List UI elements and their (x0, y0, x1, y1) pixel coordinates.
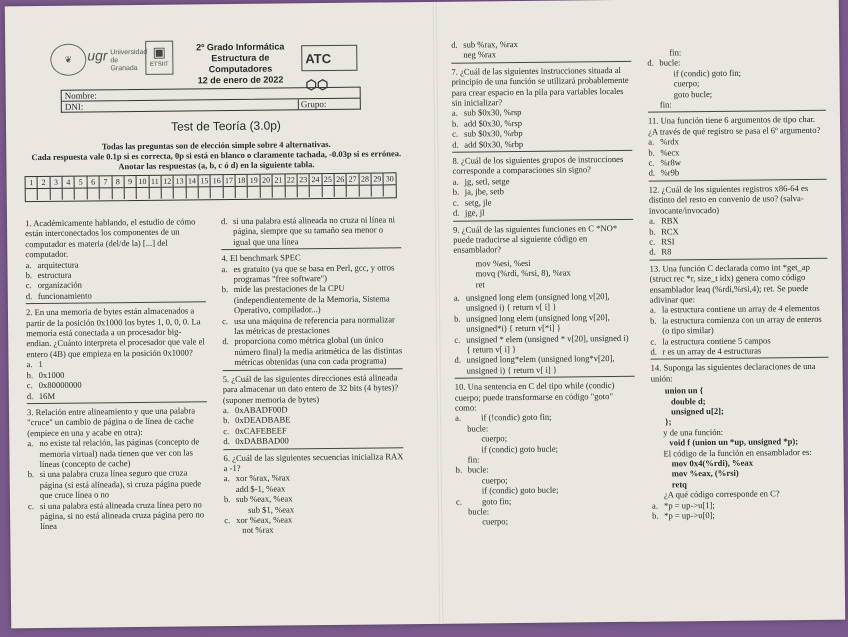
question-14-asm (652, 457, 830, 490)
option-key: a. (649, 304, 657, 315)
answer-option[interactable] (222, 335, 402, 368)
option-text: la estructura comienza con un array de enteros (o tipo similar) (662, 313, 822, 336)
option-key: c. (648, 157, 655, 168)
option-key: a. (223, 473, 230, 484)
divider (223, 447, 403, 450)
option-key: a. (648, 136, 655, 147)
code-line: double d; (670, 395, 706, 407)
instructions (26, 138, 406, 172)
answer-cell[interactable] (285, 186, 297, 197)
option-10c[interactable] (456, 494, 636, 527)
question-5: 5. ¿Cuál de las siguientes direcciones está alineada para almacenar un dato entero de 32 bits (4 bytes)? (suponer memoria de bytes) (222, 371, 399, 405)
divider (221, 247, 401, 250)
option-text: *p = up->u[0]; (664, 510, 715, 521)
answer-option[interactable] (648, 166, 826, 178)
course-name: Estructura de Computadores (208, 52, 273, 75)
option-text: unsigned long elem (unsigned long v[20], unsigned i) { return v[ i] } (465, 291, 610, 313)
option-text: si una palabra está alineada cruza línea pero no página, si no está alineada cruza página pero no línea (39, 498, 205, 532)
code-line: }; (665, 416, 672, 427)
answer-grid-number: 3 (50, 177, 62, 188)
answer-option[interactable] (650, 314, 828, 337)
divider (451, 61, 631, 64)
divider (649, 258, 827, 261)
option-key: c. (224, 515, 231, 526)
question-1: 1. Académicamente hablando, el estudio de cómo están interconectados los componentes de un computador es materia (del/de la) [...] del computador. (24, 216, 196, 260)
option-text: sub %rax, %rax (463, 39, 518, 50)
answer-grid-number: 11 (149, 176, 161, 187)
option-text: add $0x30, %rsp (463, 117, 523, 129)
option-key: d. (454, 355, 461, 366)
answer-grid-number: 24 (310, 174, 322, 185)
option-key: d. (451, 39, 458, 50)
answer-grid[interactable] (25, 172, 397, 202)
option-key: d. (648, 168, 656, 179)
option-text: 1 (38, 359, 43, 370)
option-key: c. (454, 334, 461, 345)
answer-grid-number: 10 (137, 176, 149, 187)
option-key: b. (223, 415, 230, 426)
option-text: arquitectura (37, 259, 79, 270)
answer-grid-number: 14 (186, 175, 198, 186)
answer-cell[interactable] (372, 185, 384, 196)
option-key: d. (647, 57, 654, 69)
answer-grid-number: 23 (297, 174, 309, 185)
answer-cell[interactable] (162, 188, 174, 199)
option-key: a. (27, 438, 34, 449)
answer-grid-number: 17 (223, 175, 235, 186)
option-key: a. (451, 108, 458, 119)
instruction-line: Cada respuesta vale 0.1p si es correcta, 0p si está en blanco o claramente tachada, -0.03p si es errónea. (31, 148, 402, 163)
option-text: setg, jle (464, 196, 492, 208)
code-line: union un { (664, 385, 704, 396)
option-key: b. (650, 315, 657, 326)
option-key: c. (27, 500, 35, 511)
answer-cell[interactable] (63, 189, 75, 200)
option-key: c. (649, 236, 656, 247)
option-key: d. (649, 246, 656, 257)
answer-cell[interactable] (100, 188, 112, 199)
answer-grid-number: 4 (63, 177, 75, 188)
etsiit-label: ETSIIT (150, 61, 169, 68)
answer-cell[interactable] (248, 187, 260, 198)
question-9: 9. ¿Cuál de las siguientes funciones en C *NO* puede traducirse al siguiente código en ensamblador? (453, 222, 618, 256)
nombre-label: Nombre: (64, 90, 97, 101)
answer-grid-number: 28 (359, 174, 371, 185)
option-10a[interactable] (455, 411, 636, 465)
option-text: 0x80000000 (38, 379, 82, 391)
divider (452, 150, 632, 153)
option-text: *p = up->u[1]; (663, 499, 715, 511)
option-key: a. (648, 215, 656, 226)
answer-grid-number: 1 (26, 177, 38, 188)
option-text: jge, jl (464, 207, 485, 218)
option-key: a. (26, 359, 33, 370)
option-key: d. (452, 139, 459, 150)
answer-cell[interactable] (260, 187, 272, 198)
answer-option[interactable] (454, 312, 634, 335)
answer-cell[interactable] (273, 186, 285, 197)
option-text: mide las prestaciones de la CPU (independientemente de la Memoria, Sistema Operativo, compilador...) (233, 283, 390, 316)
answer-cell[interactable] (38, 189, 50, 200)
option-key: a. (25, 259, 32, 270)
option-key: b. (26, 369, 34, 380)
option-key: b. (455, 465, 463, 476)
instruction-line: Todas las preguntas son de elección simple sobre 4 alternativas. (101, 138, 331, 152)
option-text: xor %eax, %eax (236, 514, 293, 525)
option-text: unsigned * elem (unsigned * v[20], unsigned i) { return v[ i] } (466, 332, 629, 355)
question-14-text: ¿A qué código corresponde en C? (663, 488, 780, 500)
question-7: 7. ¿Cuál de las siguientes instrucciones situada al principio de una función se utilizará probablemente para crear espacio en la pila para variables locales sin inicializar? (451, 64, 629, 108)
left-page (5, 2, 441, 628)
answer-grid-number: 26 (335, 174, 347, 185)
right-page (437, 0, 845, 624)
answer-cell[interactable] (359, 186, 371, 197)
course-header (185, 41, 295, 86)
code-line: retq (671, 479, 687, 490)
answer-grid-number: 22 (285, 174, 297, 185)
answer-cell[interactable] (174, 187, 186, 198)
option-text: 0xABADF00D (234, 404, 288, 415)
option-text: ja, jbe, setb (464, 186, 504, 197)
option-text: xor %rax, %rax (235, 472, 290, 484)
etsiit-logo-icon: ▣ ETSIIT (145, 41, 173, 75)
option-text: usa una máquina de referencia para normalizar las métricas de prestaciones (234, 313, 395, 337)
dni-label: DNI: (64, 101, 84, 112)
answer-grid-number: 9 (124, 176, 136, 187)
answer-grid-number: 2 (38, 177, 50, 188)
code-line: cuerpo; (482, 516, 509, 527)
question-14-text: y de una función: (663, 426, 724, 438)
answer-option[interactable] (453, 206, 633, 218)
code-line: bucle: (467, 423, 489, 434)
answer-cell[interactable] (211, 187, 223, 198)
answer-grid-number: 27 (347, 174, 359, 185)
ugr-logo-text: ugr (87, 47, 108, 64)
option-text: sub %eax, %eax (235, 493, 293, 505)
option-text: sub $0x30, %rsp (463, 107, 522, 119)
column-3 (451, 38, 636, 528)
answer-option[interactable] (223, 434, 403, 446)
option-key: b. (25, 270, 33, 281)
function-declaration: void f (union un *up, unsigned *p); (669, 436, 799, 448)
option-text: si una palabra está alineada no cruza ni línea ni página, siempre que su tamaño sea menor o igual que una línea (232, 214, 396, 247)
option-key: b. (452, 186, 460, 197)
answer-option[interactable] (27, 389, 207, 401)
answer-cell[interactable] (186, 187, 198, 198)
answer-option[interactable] (222, 314, 402, 337)
question-2: 2. En una memoria de bytes están almacenados a partir de la posición 0x1000 los bytes 1, 0, 0, 0. La memoria está conectada a un procesador big-endian. ¿Cuánto interpreta el procesador que vale el entero (4B) que empieza en la posición 0x1000? (25, 305, 205, 360)
question-3: 3. Relación entre alineamiento y que una palabra "cruce" un cambio de página o de línea de cache (empiece en una y acabe en otra): (26, 405, 196, 438)
code-line: if (!condic) goto fin; (481, 412, 552, 423)
option-text: jg, setl, setge (464, 175, 510, 187)
answer-cell[interactable] (87, 188, 99, 199)
answer-cell[interactable] (310, 186, 322, 197)
option-text: unsigned long*elem (unsigned long*v[20], unsigned i) { return v[ i] } (466, 353, 615, 376)
answer-grid-number: 15 (199, 175, 211, 186)
divider (649, 179, 827, 182)
option-key: d. (650, 346, 657, 357)
grupo-label: Grupo: (300, 99, 327, 110)
answer-grid-number: 6 (87, 176, 99, 187)
code-line: goto bucle; (673, 88, 713, 100)
answer-cell[interactable] (223, 187, 235, 198)
atc-logo-icon: ATC ⬡⬡ (301, 45, 357, 72)
option-text: proporciona como métrica global (un único número final) la media aritmética de las distintas métricas obtenidas (una con cada programa) (234, 334, 403, 368)
question-10: 10. Una sentencia en C del tipo while (condic) cuerpo; puede transformarse en código "goto" como: (454, 380, 615, 413)
option-key: a. (651, 500, 659, 511)
option-key: a. (221, 263, 228, 274)
answer-option[interactable] (650, 345, 828, 357)
option-key: c. (222, 315, 229, 326)
option-text: 0xCAFEBEEF (235, 425, 287, 436)
answer-cell[interactable] (149, 188, 161, 199)
answer-grid-number: 7 (100, 176, 112, 187)
answer-grid-number: 30 (385, 174, 394, 184)
option-key: a. (222, 404, 230, 416)
answer-option[interactable] (454, 332, 634, 355)
answer-cell[interactable] (322, 186, 334, 197)
option-text: RBX (660, 215, 679, 226)
answer-cell[interactable] (335, 186, 347, 197)
option-key: c. (650, 336, 657, 347)
divider (26, 302, 206, 305)
option-text: R8 (661, 246, 672, 257)
code-line: bucle: (659, 57, 681, 68)
option-text: 16M (38, 390, 56, 401)
code-line: fin: (467, 454, 480, 465)
course-degree: 2º Grado Informática (195, 41, 285, 53)
option-text: la estructura contiene 5 campos (662, 334, 771, 347)
option-key: b. (454, 313, 461, 324)
option-text: 0xDEADBABE (235, 414, 291, 426)
question-14-text: El código de la función en ensamblador es: (663, 446, 812, 459)
option-key: c. (452, 128, 459, 139)
option-key: b. (451, 118, 459, 129)
university-name: Universidad de Granada (110, 48, 148, 73)
option-key: c. (26, 380, 33, 391)
answer-option[interactable] (28, 468, 208, 501)
atc-logo-text: ATC (305, 50, 332, 67)
exam-paper (5, 0, 845, 628)
divider (453, 218, 633, 221)
answer-option[interactable] (652, 509, 830, 521)
code-line: if (condic) goto fin; (673, 67, 742, 79)
answer-cell[interactable] (384, 185, 395, 196)
option-key: a. (455, 413, 462, 424)
option-key: c. (25, 280, 32, 291)
column-1 (25, 216, 208, 532)
question-14: 14. Suponga las siguientes declaraciones de una unión: (650, 361, 816, 384)
option-key: b. (27, 469, 35, 480)
answer-option[interactable] (452, 137, 632, 149)
option-text: r es un array de 4 estructuras (662, 345, 762, 357)
answer-cell[interactable] (199, 187, 211, 198)
code-line: fin: (659, 99, 672, 110)
code-line: if (condic) goto bucle; (481, 484, 559, 496)
code-line: movq (%rdi, %rsi, 8), %rax (475, 267, 571, 279)
option-text-line: not %rax (242, 524, 274, 536)
option-text: RSI (661, 236, 675, 247)
answer-grid-number: 21 (273, 174, 285, 185)
question-12: 12. ¿Cuál de los siguientes registros x86-64 es distinto del resto en convenio de uso? (salva-invocante/invocado) (648, 182, 809, 216)
answer-grid-number: 19 (248, 175, 260, 186)
option-text: %r8w (660, 157, 682, 168)
answer-option[interactable] (27, 436, 207, 469)
code-line: mov %eax, (%rsi) (671, 468, 739, 479)
option-text: %rdx (660, 136, 679, 147)
university-seal-icon: ❦ (50, 44, 86, 76)
answer-option[interactable] (26, 289, 206, 301)
answer-option[interactable] (222, 283, 402, 316)
answer-grid-number: 16 (211, 175, 223, 186)
code-line: cuerpo; (673, 78, 700, 89)
answer-cell[interactable] (298, 186, 310, 197)
option-text: 0xDABBAD00 (235, 435, 289, 447)
option-text: RCX (661, 225, 679, 237)
option-key: d. (25, 290, 33, 302)
code-line: fin: (669, 47, 682, 58)
answer-cell[interactable] (125, 188, 137, 199)
answer-grid-number: 25 (322, 174, 334, 185)
code-line: mov 0x4(%rdi), %eax (671, 457, 754, 469)
option-10b[interactable] (456, 463, 636, 496)
divider (455, 376, 635, 379)
answer-option[interactable] (649, 245, 827, 257)
option-text: no existe tal relación, las páginas (concepto de memoria virtual) nada tienen que ver con las líneas (concepto de cache) (39, 436, 200, 469)
column-4 (647, 46, 830, 521)
code-line: cuerpo; (481, 433, 508, 444)
divider (648, 110, 826, 113)
answer-cell[interactable] (347, 186, 359, 197)
question-8: 8. ¿Cuál de los siguientes grupos de instrucciones corresponde a comparaciones sin signo? (452, 153, 624, 177)
option-key: d. (452, 207, 460, 218)
divider (223, 368, 403, 371)
answer-grid-number: 18 (236, 175, 248, 186)
answer-cell[interactable] (75, 189, 87, 200)
student-id-box (61, 87, 361, 113)
option-key: c. (455, 496, 462, 507)
dni-field[interactable] (61, 99, 361, 113)
option-text: %r9b (660, 167, 680, 178)
answer-grid-number: 5 (75, 177, 87, 188)
option-text: es gratuito (ya que se basa en Perl, gcc, y otros programas "free software") (233, 261, 395, 285)
answer-option[interactable] (454, 291, 634, 314)
option-text-line: sub $1, %eax (247, 503, 295, 515)
code-line: mov %esi, %esi (475, 257, 531, 269)
option-key: d. (222, 336, 229, 347)
option-key: b. (223, 494, 231, 505)
option-key: b. (221, 284, 229, 295)
answer-cell[interactable] (236, 187, 248, 198)
question-9-code (453, 257, 633, 290)
divider (650, 357, 828, 360)
answer-option[interactable] (454, 353, 634, 376)
option-3d[interactable] (221, 214, 401, 247)
option-text: add $0x30, %rbp (464, 138, 524, 150)
answer-cell[interactable] (50, 189, 62, 200)
answer-grid-number: 13 (174, 175, 186, 186)
option-key: d. (223, 436, 230, 447)
option-10d[interactable] (647, 56, 826, 110)
code-line: if (condic) goto bucle; (481, 443, 559, 455)
exam-date: 12 de enero de 2022 (197, 74, 284, 86)
answer-grid-number: 20 (260, 175, 272, 186)
question-11: 11. Una función tiene 6 argumentos de tipo char. ¿A través de qué registro se pasa el 6º argumento? (647, 114, 821, 137)
option-key: b. (652, 510, 659, 521)
option-text: la estructura contiene un array de 4 elementos (661, 303, 820, 315)
grupo-field[interactable] (298, 99, 361, 110)
option-key: a. (453, 292, 460, 303)
divider (27, 401, 207, 404)
answer-option[interactable] (221, 262, 401, 285)
option-key: c. (452, 197, 459, 208)
option-key: a. (452, 176, 459, 187)
option-text: si una palabra cruza línea seguro que cruza página (si está alineada), si cruza página puede que cruce línea o no (39, 467, 202, 501)
question-6: 6. ¿Cuál de las siguientes secuencias inicializa RAX a -1? (223, 450, 404, 474)
option-text: unsigned long elem (unsigned long v[20], unsigned*i) { return v[*i] } (466, 311, 610, 334)
test-title: Test de Teoría (3.0p) (170, 118, 281, 134)
code-line: bucle: (468, 506, 490, 517)
option-key: b. (648, 147, 655, 158)
question-4: 4. El benchmark SPEC (221, 252, 301, 264)
column-2 (221, 214, 404, 536)
code-line: ret (475, 278, 485, 289)
option-key: c. (223, 425, 230, 436)
option-text: sub $0x30, %rbp (464, 128, 523, 139)
option-text: funcionamiento (37, 290, 92, 301)
code-line: goto fin; (481, 495, 512, 507)
answer-option[interactable] (28, 499, 208, 532)
code-line: unsigned u[2]; (670, 405, 724, 417)
option-key: b. (649, 226, 656, 237)
option-text: organización (37, 280, 82, 291)
answer-grid-number: 8 (112, 176, 124, 187)
option-key: d. (220, 216, 228, 227)
answer-grid-number: 29 (372, 173, 384, 184)
option-text-line: add $-1, %eax (235, 483, 286, 494)
instruction-line: Anotar las respuestas (a, b, c ó d) en la siguiente tabla. (118, 159, 315, 172)
option-text-line: neg %rax (463, 49, 497, 60)
code-line: bucle: (467, 464, 489, 475)
answer-cell[interactable] (137, 188, 149, 199)
option-text: estructura (37, 269, 72, 281)
union-declaration (651, 384, 829, 427)
option-key: d. (26, 390, 34, 401)
question-13: 13. Una función C declarada como int *get_ap (struct rec *r, size_t idx) genera como código ensamblador leaq (%rdi,%rsi,4); ret. Se puede adivinar que: (649, 261, 810, 305)
answer-cell[interactable] (112, 188, 124, 199)
answer-grid-number: 12 (162, 176, 174, 187)
option-text: 0x1000 (38, 369, 65, 380)
answer-cell[interactable] (26, 189, 38, 200)
option-text: %ecx (660, 146, 680, 158)
code-line: cuerpo; (481, 474, 508, 486)
